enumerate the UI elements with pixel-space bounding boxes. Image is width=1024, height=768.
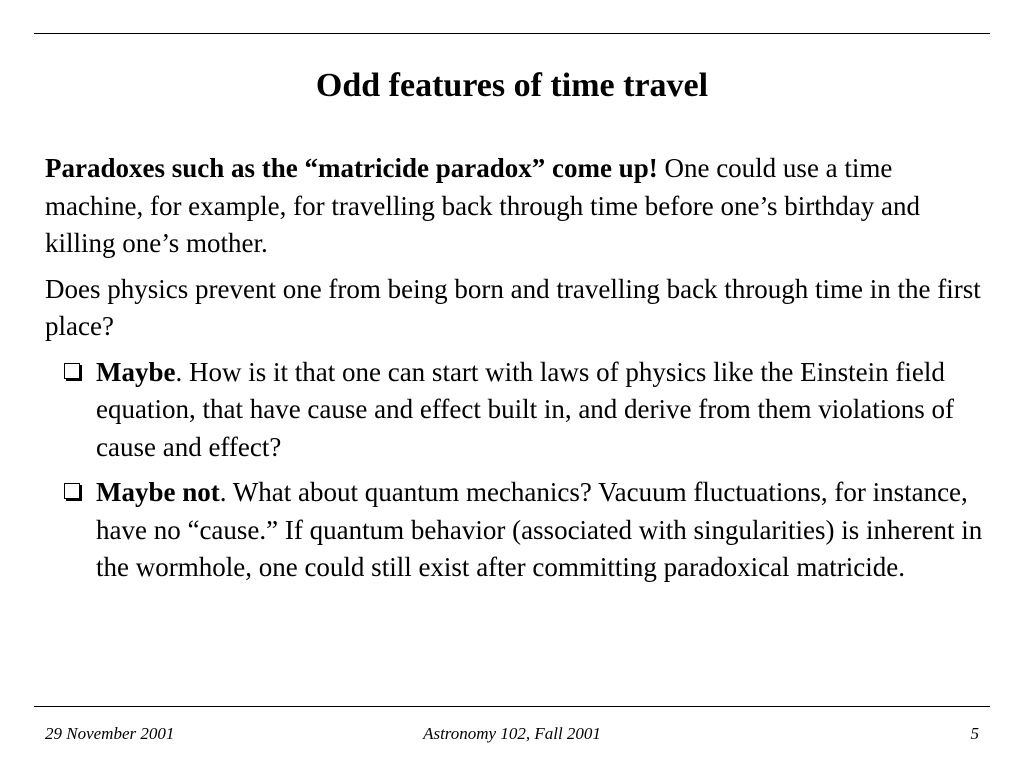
slide-body [45, 150, 990, 595]
paragraph-paradoxes-lead: Paradoxes such as the “matricide paradox” come up! [45, 153, 658, 183]
paragraph-question: Does physics prevent one from being born and travelling back through time in the first place? [45, 273, 981, 341]
bottom-divider [34, 706, 990, 707]
slide-title: Odd features of time travel [315, 67, 709, 104]
footer-course: Astronomy 102, Fall 2001 [423, 724, 601, 743]
paragraph-paradoxes-text: One could use a time machine, for example, for travelling back through time before one’s birthday and killing one’s mother. [45, 153, 920, 258]
top-divider [34, 33, 990, 34]
checkbox-icon [64, 483, 80, 499]
paragraph-paradoxes [45, 150, 990, 263]
bullet-maybe-lead: Maybe [96, 356, 176, 387]
bullet-maybe-not-text: . What about quantum mechanics? Vacuum fluctuations, for instance, have no “cause.” If quantum behavior (associated with singularities) is inherent in the wormhole, one could still exist after committing paradoxical matricide. [96, 477, 983, 582]
footer-page-number: 5 [970, 724, 979, 743]
footer-date: 29 November 2001 [45, 724, 175, 743]
checkbox-icon [64, 363, 80, 379]
bullet-maybe-not [45, 474, 990, 587]
bullet-maybe-text: . How is it that one can start with laws of physics like the Einstein field equation, that have cause and effect built in, and derive from them violations of cause and effect? [96, 356, 954, 462]
bullet-maybe-not-lead: Maybe not [96, 477, 220, 507]
bullet-maybe [45, 354, 990, 467]
